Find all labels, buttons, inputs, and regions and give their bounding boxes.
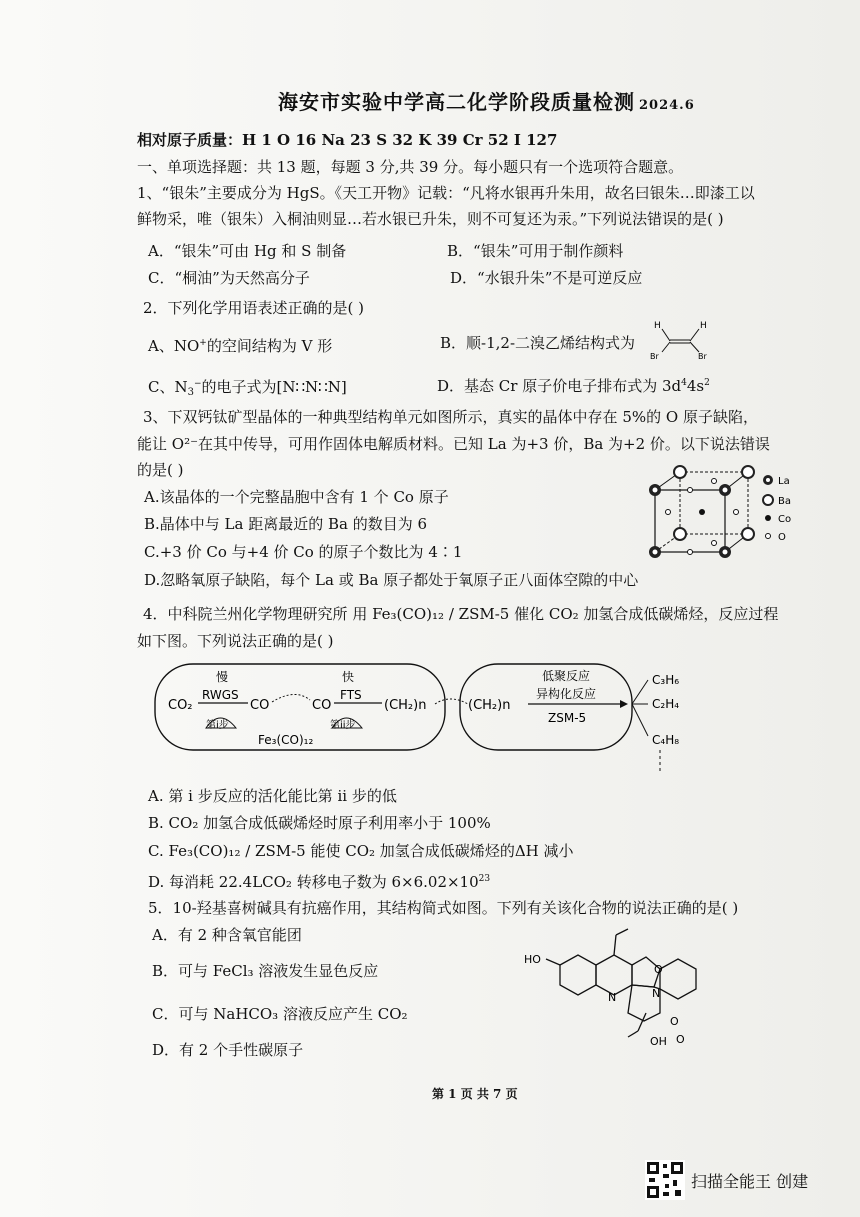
q1-option-d: D．“水银升朱”不是可逆反应 [450,269,643,287]
q2-a-text: 的空间结构为 V 形 [206,337,333,355]
q3-stem-line1: 3、下双钙钛矿型晶体的一种典型结构单元如图所示，真实的晶体中存在 5%的 O 原子缺陷， [143,408,758,426]
q3-option-c: C.+3 价 Co 与+4 价 Co 的原子个数比为 4∶1 [144,543,463,561]
product-c3h6: C₃H₆ [652,673,680,687]
label-oligomerization: 低聚反应 [542,669,591,683]
struct-br-left: Br [650,352,659,360]
label-isomerization: 异构化反应 [536,687,597,701]
page-footer: 第 1 页 共 7 页 [432,1087,518,1101]
q3-option-b: B.晶体中与 La 距离最近的 Ba 的数目为 6 [144,515,428,533]
q4-option-b: B. CO₂ 加氢合成低碳烯烃时原子利用率小于 100% [148,814,491,832]
q1-option-a: A．“银朱”可由 Hg 和 S 制备 [148,242,347,260]
q5-option-b: B．可与 FeCl₃ 溶液发生显色反应 [152,962,379,980]
dibromoethene-structure [650,318,712,360]
atomic-mass-line: 相对原子质量：H 1 O 16 Na 23 S 32 K 39 Cr 52 I 127 [137,131,558,149]
q4-option-c: C. Fe₃(CO)₁₂ / ZSM-5 能使 CO₂ 加氢合成低碳烯烃的ΔH 减小 [148,842,574,860]
q5-stem: 5．10-羟基喜树碱具有抗癌作用，其结构简式如图。下列有关该化合物的说法正确的是( ) [148,899,739,917]
stage-fast: 快 [342,670,355,684]
reaction-process-diagram [150,658,840,778]
chem-oh: OH [650,1035,667,1048]
q2-option-b: B．顺-1,2-二溴乙烯结构式为 [440,334,636,352]
q2-option-d [437,373,710,396]
q1-stem-line1: 1、“银朱”主要成分为 HgS。《天工开物》记载：“凡将水银再升朱用，故名曰银朱…即漆工以 [137,184,755,202]
q1-stem-line2: 鲜物采，唯（银朱）入桐油则显…若水银已升朱，则不可复还为汞。”下列说法错误的是( ) [137,210,724,228]
q2-option-c [148,374,347,403]
q2-d-4s: 4s [686,377,705,395]
title-date: 2024.6 [639,98,695,113]
chem-o-3: O [676,1033,685,1046]
q1-option-c: C．“桐油”为天然高分子 [148,269,310,287]
q2-a-label: A、 [148,337,174,355]
species-ch2n-1: (CH₂)n [384,698,427,713]
legend-la: La [778,476,790,487]
catalyst-label: Fe₃(CO)₁₂ [258,733,314,747]
q2-stem: 2．下列化学用语表述正确的是( ) [143,299,365,317]
chem-o-1: O [654,963,663,976]
scanner-label: 扫描全能王 创建 [691,1172,809,1191]
q2-a-formula-sup: + [199,338,207,348]
camptothecin-structure [520,925,710,1055]
struct-h-left: H [654,321,661,331]
qr-code-icon [645,1160,685,1200]
species-co-1: CO [250,698,270,713]
stage-slow: 慢 [216,670,229,684]
crystal-cell-diagram [640,460,820,570]
chem-n-2: N [652,987,661,1000]
q2-d-text: D．基态 Cr 原子价电子排布式为 3d [437,377,682,395]
q5-option-a: A．有 2 种含氧官能团 [152,926,302,944]
legend-o: O [778,532,786,543]
legend-ba: Ba [778,496,791,507]
q2-d-sup1: 4 [681,378,687,388]
q4-option-a: A. 第 i 步反应的活化能比第 ii 步的低 [148,787,397,805]
step-i: 第i步 [206,720,229,731]
label-rwgs: RWGS [202,688,239,702]
q4-option-d [148,869,490,892]
label-zsm5: ZSM-5 [548,711,587,725]
q3-option-d: D.忽略氧原子缺陷，每个 La 或 Ba 原子都处于氧原子正八面体空隙的中心 [144,571,639,589]
q3-option-a: A.该晶体的一个完整晶胞中含有 1 个 Co 原子 [144,488,449,506]
q5-option-d: D．有 2 个手性碳原子 [152,1041,304,1059]
label-fts: FTS [340,688,362,702]
q2-c-sub: 3 [187,387,194,398]
chem-o-2: O [670,1015,679,1028]
q2-a-formula: NO [173,337,200,355]
q4-stem-line1: 4．中科院兰州化学物理研究所 用 Fe₃(CO)₁₂ / ZSM-5 催化 CO₂ 加氢合成低碳烯烃，反应过程 [143,605,779,623]
species-ch2n-2: (CH₂)n [468,698,511,713]
q2-c-text: 的电子式为[N∷N∷N] [201,378,347,396]
q2-c-label: C、N [148,378,188,396]
q2-c-sup: − [193,379,202,389]
q4-d-text: D. 每消耗 22.4LCO₂ 转移电子数为 6×6.02×10 [148,873,479,891]
q2-option-a [148,333,332,356]
product-c4h8: C₄H₈ [652,733,680,747]
q3-stem-line2: 能让 O²⁻在其中传导，可用作固体电解质材料。已知 La 为+3 价，Ba 为+2 价。以下说法错误 [137,435,770,453]
struct-h-right: H [700,321,707,331]
q4-stem-line2: 如下图。下列说法正确的是( ) [137,632,334,650]
chem-ho: HO [524,953,541,966]
struct-br-right: Br [698,352,707,360]
product-c2h4: C₂H₄ [652,697,680,711]
q1-option-b: B．“银朱”可用于制作颜料 [447,242,624,260]
title-text: 海安市实验中学高二化学阶段质量检测 [278,90,635,114]
chem-n-1: N [608,991,617,1004]
scanner-watermark [645,1160,855,1200]
species-co2: CO₂ [168,698,193,713]
q3-stem-line3: 的是( ) [137,461,184,479]
page-title [278,92,695,116]
legend-co: Co [778,514,792,525]
step-ii: 第ii步 [330,720,356,731]
section-heading: 一、单项选择题：共 13 题，每题 3 分,共 39 分。每小题只有一个选项符合题意。 [137,158,684,176]
species-co-2: CO [312,698,332,713]
q4-d-exp: 23 [478,874,491,884]
q5-option-c: C．可与 NaHCO₃ 溶液反应产生 CO₂ [152,1005,408,1023]
q2-d-sup2: 2 [704,378,710,388]
